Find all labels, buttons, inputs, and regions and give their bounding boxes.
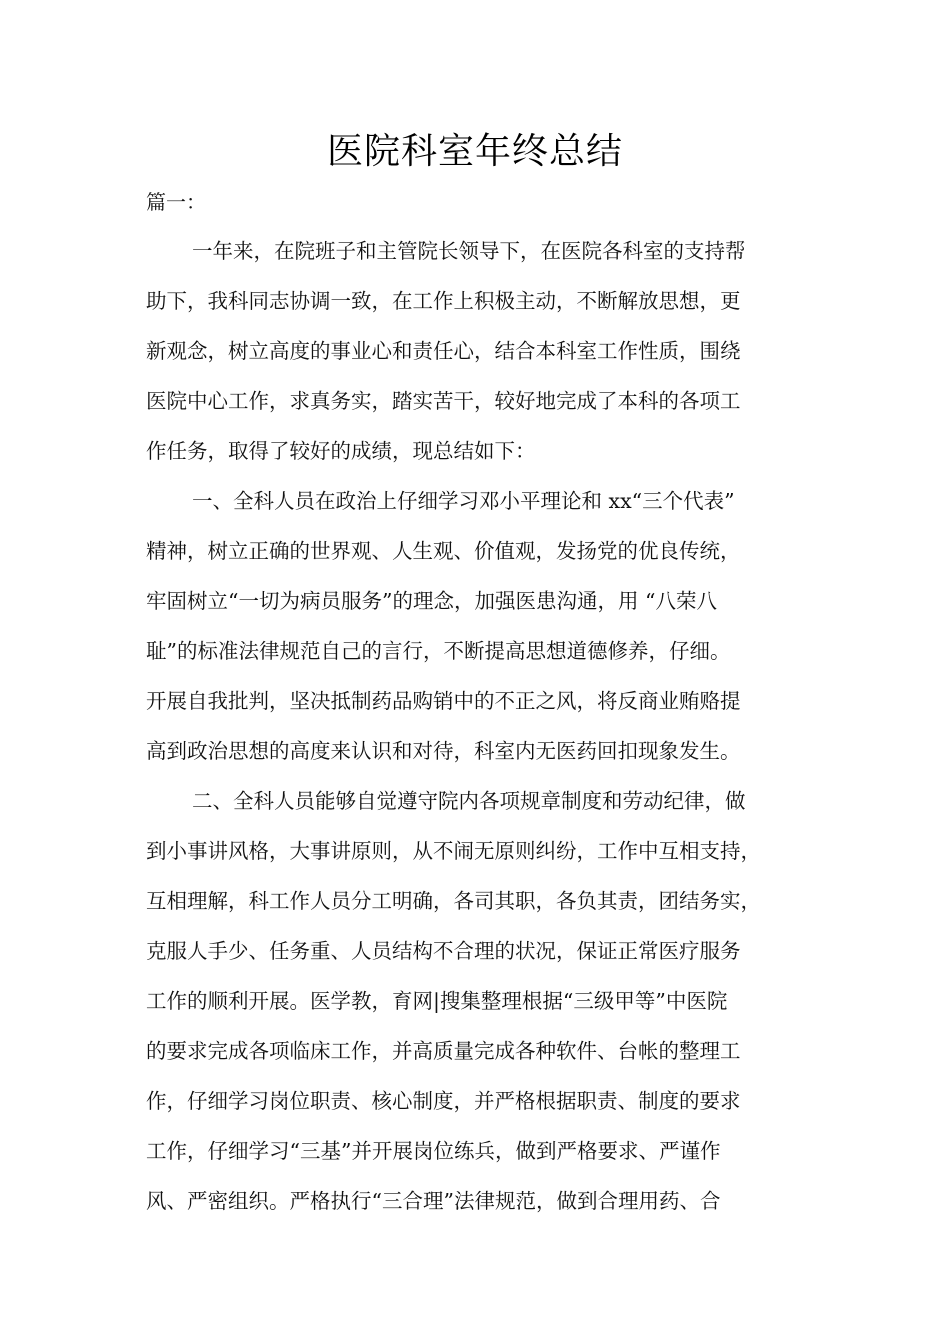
paragraph-line: 牢固树立“一切为病员服务”的理念，加强医患沟通，用 “八荣八	[146, 589, 717, 613]
paragraph-line: 互相理解，科工作人员分工明确，各司其职，各负其责，团结务实，	[146, 889, 761, 913]
paragraph-line: 风、严密组织。严格执行“三合理”法律规范，做到合理用药、合	[146, 1189, 721, 1213]
paragraph-line: 工作，仔细学习“三基”并开展岗位练兵，做到严格要求、严谨作	[146, 1139, 721, 1163]
paragraph-line: 耻”的标准法律规范自己的言行，不断提高思想道德修养，仔细。	[146, 639, 731, 663]
paragraph-line: 作，仔细学习岗位职责、核心制度，并严格根据职责、制度的要求	[146, 1089, 741, 1113]
paragraph-line: 工作的顺利开展。医学教，育网|搜集整理根据“三级甲等”中医院	[146, 989, 728, 1013]
paragraph-line: 医院中心工作，求真务实，踏实苦干，较好地完成了本科的各项工	[146, 389, 741, 413]
paragraph-line: 二、全科人员能够自觉遵守院内各项规章制度和劳动纪律，做	[192, 789, 746, 813]
paragraph-line: 一、全科人员在政治上仔细学习邓小平理论和 xx“三个代表”	[192, 489, 735, 513]
paragraph-line: 作任务，取得了较好的成绩，现总结如下：	[146, 439, 536, 463]
paragraph-line: 克服人手少、任务重、人员结构不合理的状况，保证正常医疗服务	[146, 939, 741, 963]
paragraph-line: 高到政治思想的高度来认识和对待，科室内无医药回扣现象发生。	[146, 739, 741, 763]
paragraph-line: 助下，我科同志协调一致，在工作上积极主动，不断解放思想，更	[146, 289, 741, 313]
paragraph-line: 的要求完成各项临床工作，并高质量完成各种软件、台帐的整理工	[146, 1039, 741, 1063]
paragraph-line: 到小事讲风格，大事讲原则，从不闹无原则纠纷，工作中互相支持，	[146, 839, 761, 863]
document-title: 医院科室年终总结	[326, 131, 623, 172]
paragraph-line: 一年来，在院班子和主管院长领导下，在医院各科室的支持帮	[192, 239, 746, 263]
paragraph-line: 新观念，树立高度的事业心和责任心，结合本科室工作性质，围绕	[146, 339, 741, 363]
paragraph-line: 精神，树立正确的世界观、人生观、价值观，发扬党的优良传统，	[146, 539, 741, 563]
section-label: 篇一：	[146, 190, 206, 214]
paragraph-line: 开展自我批判，坚决抵制药品购销中的不正之风，将反商业贿赂提	[146, 689, 741, 713]
